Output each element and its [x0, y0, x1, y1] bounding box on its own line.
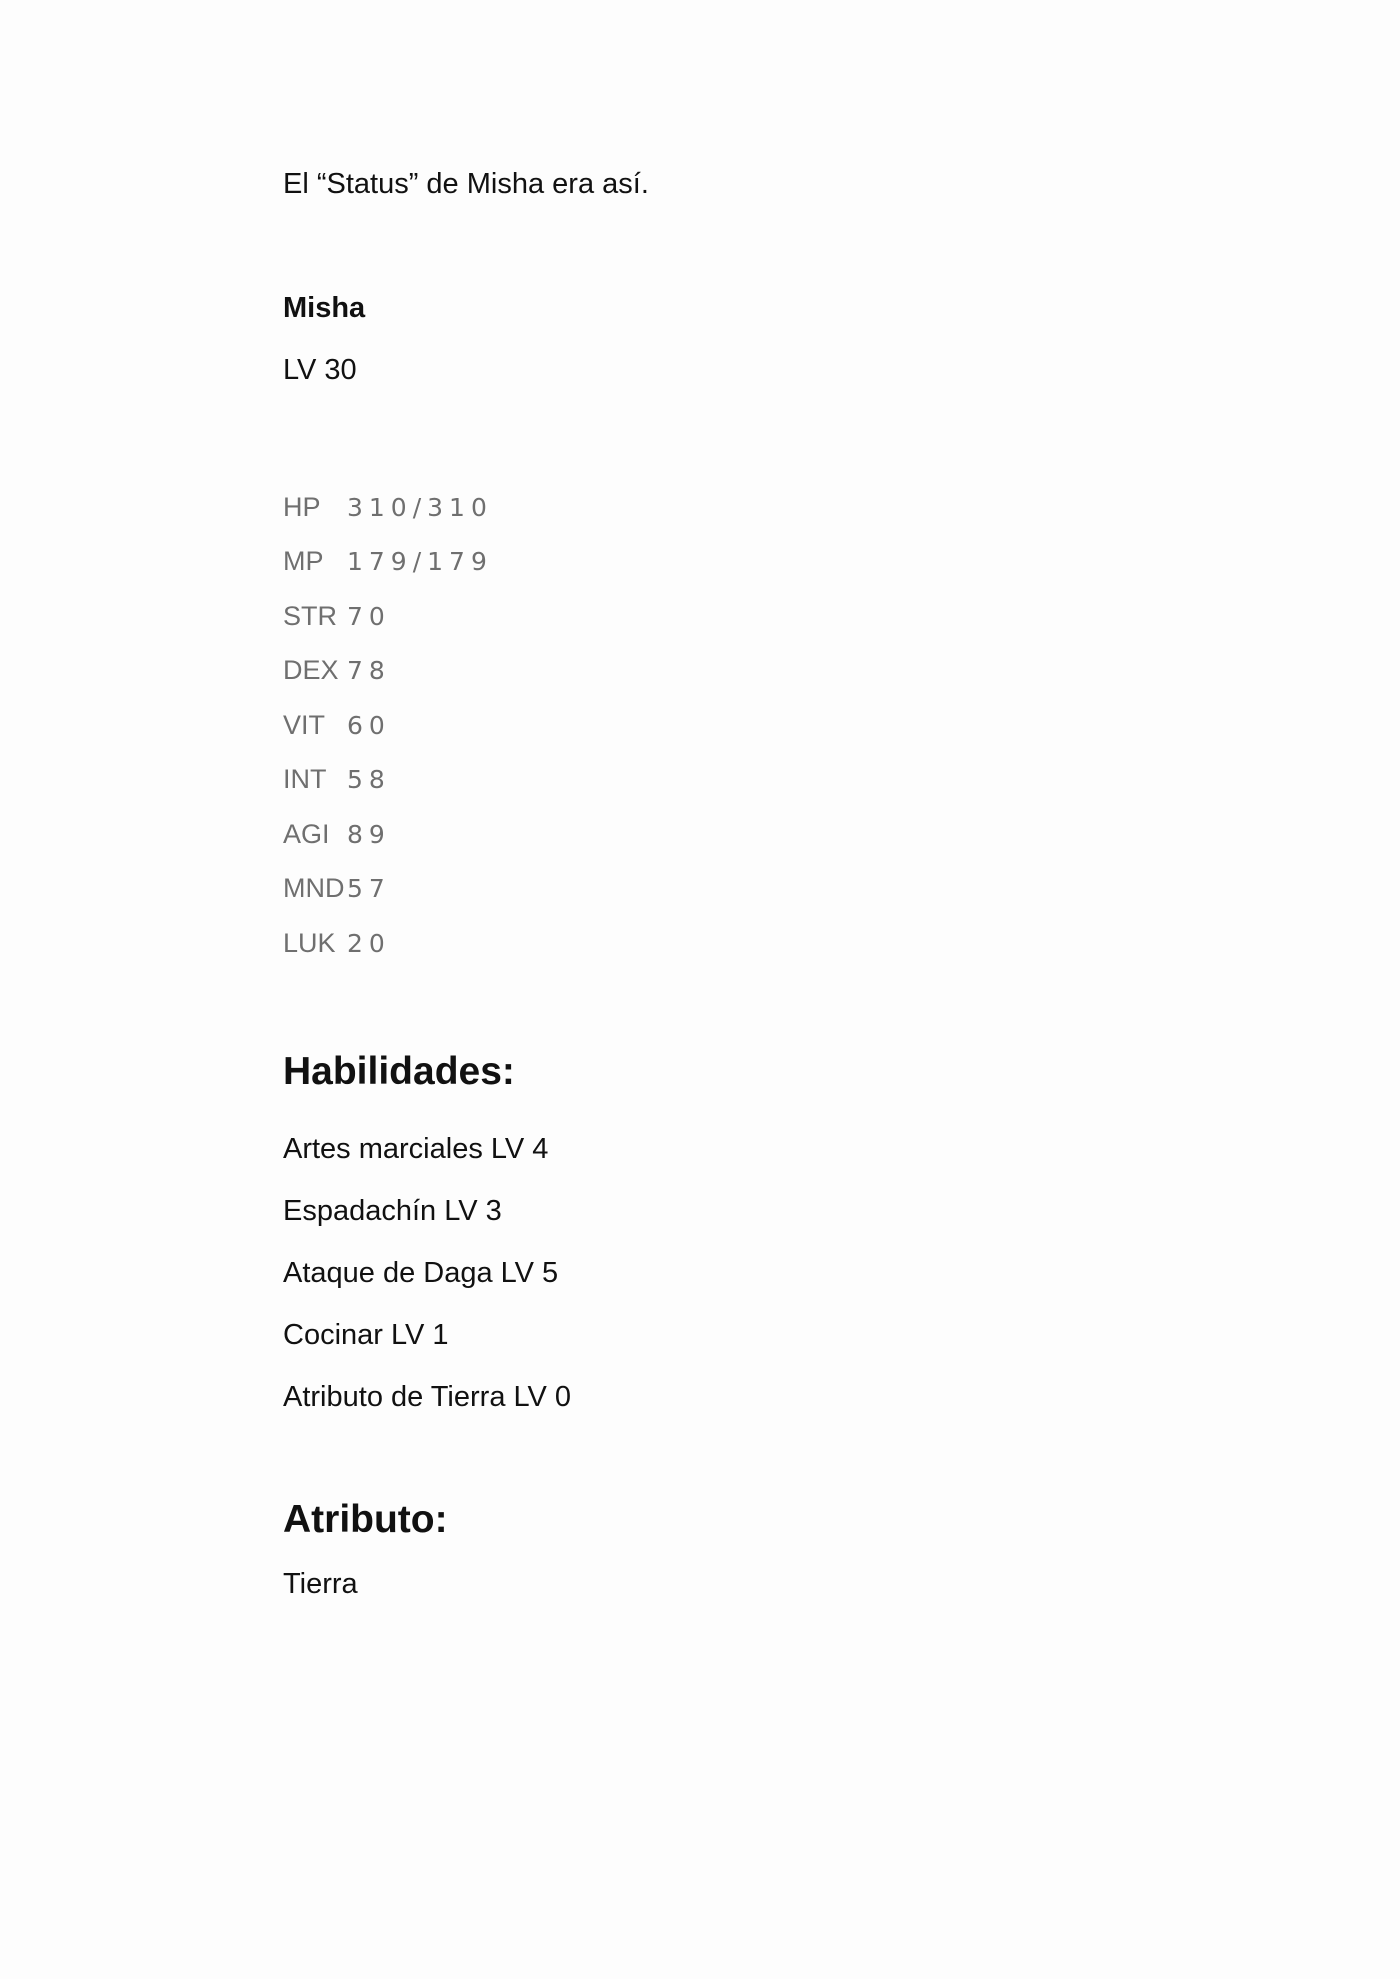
skills-list	[283, 1118, 571, 1428]
skills-heading: Habilidades:	[283, 1050, 515, 1093]
stat-value: 89	[347, 819, 391, 849]
stat-row-vit	[283, 698, 493, 753]
stat-label: VIT	[283, 709, 326, 740]
stat-label: AGI	[283, 818, 330, 849]
attribute-heading: Atributo:	[283, 1498, 448, 1541]
stats-list	[283, 480, 493, 971]
attribute-value: Tierra	[283, 1568, 358, 1600]
stat-label: LUK	[283, 927, 336, 958]
stat-label: STR	[283, 600, 337, 631]
stat-row-agi	[283, 807, 493, 862]
stat-row-str	[283, 589, 493, 644]
stat-value: 179/179	[347, 547, 493, 577]
stat-value: 58	[347, 765, 391, 795]
skill-item: Artes marciales LV 4	[283, 1132, 549, 1165]
stat-value: 60	[347, 710, 391, 740]
stat-row-luk	[283, 916, 493, 971]
stat-row-dex	[283, 644, 493, 699]
skill-item: Cocinar LV 1	[283, 1318, 449, 1351]
stat-value: 57	[347, 874, 391, 904]
stat-row-mnd	[283, 862, 493, 917]
stat-row-int	[283, 753, 493, 808]
stat-value: 310/310	[347, 492, 493, 522]
intro-text: El “Status” de Misha era así.	[283, 168, 649, 200]
stat-label: DEX	[283, 655, 339, 686]
stat-row-hp	[283, 480, 493, 535]
stat-value: 70	[347, 601, 391, 631]
stat-label: MP	[283, 546, 324, 577]
stat-row-mp	[283, 535, 493, 590]
character-level: LV 30	[283, 354, 357, 386]
skill-item: Espadachín LV 3	[283, 1194, 502, 1227]
stat-value: 20	[347, 928, 391, 958]
stat-label: INT	[283, 764, 327, 795]
skill-item: Atributo de Tierra LV 0	[283, 1380, 572, 1413]
stat-label: HP	[283, 491, 321, 522]
character-name: Misha	[283, 292, 366, 324]
stat-label: MND	[283, 873, 345, 904]
skill-item: Ataque de Daga LV 5	[283, 1256, 559, 1289]
stat-value: 78	[347, 656, 391, 686]
